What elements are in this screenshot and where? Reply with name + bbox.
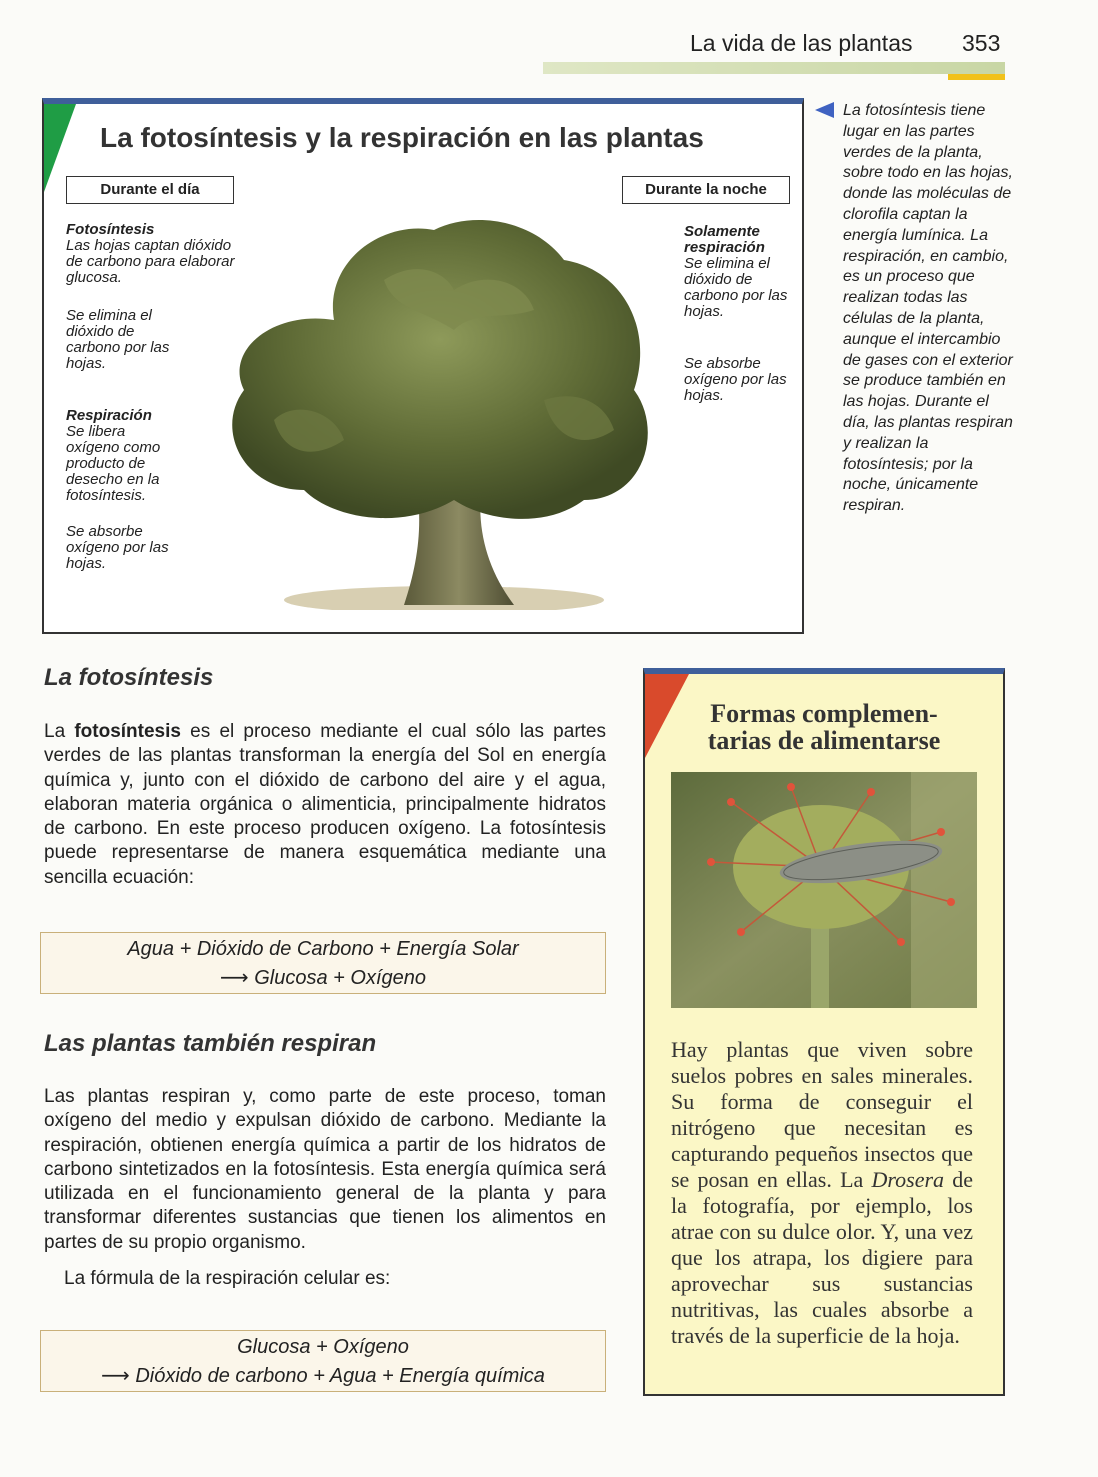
label-during-day: Durante el día [66, 176, 234, 204]
equation-result: Glucosa + Oxígeno [254, 967, 426, 989]
paragraph-photosynthesis [44, 720, 606, 890]
sidebar-text-part: de la fotografía, por ejemplo, los atrae con su dulce olor. Y, una vez que los atrapa, los digiere para aprovechar sus sustancias nutritivas, las cuales absorbe a través de la superficie de la hoja. [671, 1167, 974, 1348]
note-night-respiration [684, 224, 788, 320]
equation-line [41, 1362, 605, 1391]
heading-respiration: Las plantas también respiran [44, 1030, 377, 1057]
header-rule [543, 62, 1005, 74]
note-day-photosynthesis [66, 222, 246, 286]
arrow-right-icon: ⟶ [219, 967, 255, 989]
sidebar-title-line: tarias de alimentarse [707, 726, 941, 755]
note-day-oxygen: Se absorbe oxígeno por las hojas. [66, 523, 169, 572]
arrow-left-icon [815, 102, 834, 118]
heading-photosynthesis: La fotosíntesis [44, 664, 214, 691]
bold-term: fotosíntesis [74, 721, 181, 742]
olive-tree-image [184, 200, 704, 610]
sidebar-box [643, 668, 1005, 1396]
equation-line [41, 964, 605, 993]
infographic-title: La fotosíntesis y la respiración en las plantas [100, 122, 704, 153]
note-night-oxygen: Se absorbe oxígeno por las hojas. [684, 355, 787, 404]
page-number: 353 [962, 30, 1001, 56]
equation-line: Agua + Dióxido de Carbono + Energía Solar [127, 938, 519, 960]
sidebar-text-part: Hay plantas que viven sobre suelos pobres en sales minerales. Su forma de conseguir el nitrógeno que necesitan es capturando pequeños insectos que se posan en ellas. La [671, 1037, 973, 1192]
note-heading: Fotosíntesis [66, 221, 155, 238]
species-name: Drosera [871, 1167, 945, 1192]
header-accent [948, 74, 1005, 80]
note-text: Las hojas captan dióxido de carbono para elaborar glucosa. [66, 237, 235, 286]
label-during-night: Durante la noche [622, 176, 790, 204]
sidebar-text [671, 1037, 973, 1349]
side-note: La fotosíntesis tiene lugar en las partes verdes de la planta, sobre todo en las hojas, donde las moléculas de clorofila captan la energía lumínica. La respiración, en cambio, es un proceso que realizan todas las células de la planta, aunque el intercambio de gases con el exterior se produce también en las hojas. Durante el día, las plantas respiran y realizan la fotosíntesis; por la noche, únicamente respiran. [843, 102, 1013, 515]
note-heading: Respiración [66, 407, 152, 424]
paragraph-text: La [44, 721, 75, 742]
note-text: Se libera oxígeno como producto de desecho en la fotosíntesis. [66, 423, 161, 504]
sidebar-title [645, 700, 1003, 754]
note-heading: Solamente respiración [684, 223, 765, 256]
note-text: Se elimina el dióxido de carbono por las hojas. [684, 255, 788, 320]
equation-respiration [40, 1330, 606, 1392]
arrow-right-icon: ⟶ [101, 1365, 136, 1387]
paragraph-respiration: Las plantas respiran y, como parte de este proceso, toman oxígeno del medio y expulsan dióxido de carbono. Mediante la respiración, obtienen energía química a partir de los hidratos de carbono sintetizados en la fotosíntesis. Esta energía química será utilizada en el funcionamiento general de la planta y para transformar diferentes sustancias que tienen los alimentos en partes de su propio organismo. [44, 1086, 606, 1253]
equation-photosynthesis [40, 932, 606, 994]
sidebar-title-line: Formas complemen- [710, 699, 938, 728]
equation-line: Glucosa + Oxígeno [237, 1336, 409, 1358]
note-day-respiration [66, 408, 182, 504]
running-title: La vida de las plantas [690, 30, 913, 56]
paragraph-text: es el proceso mediante el cual sólo las partes verdes de las plantas transforman la energía del Sol en energía química y, junto con el dióxido de carbono del aire y el agua, elaboran materia orgánica o alimenticia, principalmente hidratos de carbono. En este proceso producen oxígeno. La fotosíntesis puede representarse de manera esquemática mediante una sencilla ecuación: [44, 721, 606, 888]
note-day-co2: Se elimina el dióxido de carbono por las hojas. [66, 307, 170, 372]
drosera-photo [671, 772, 977, 1008]
photosynthesis-infographic [42, 98, 804, 634]
respiration-formula-intro: La fórmula de la respiración celular es: [64, 1268, 391, 1289]
equation-result: Dióxido de carbono + Agua + Energía química [135, 1365, 545, 1387]
